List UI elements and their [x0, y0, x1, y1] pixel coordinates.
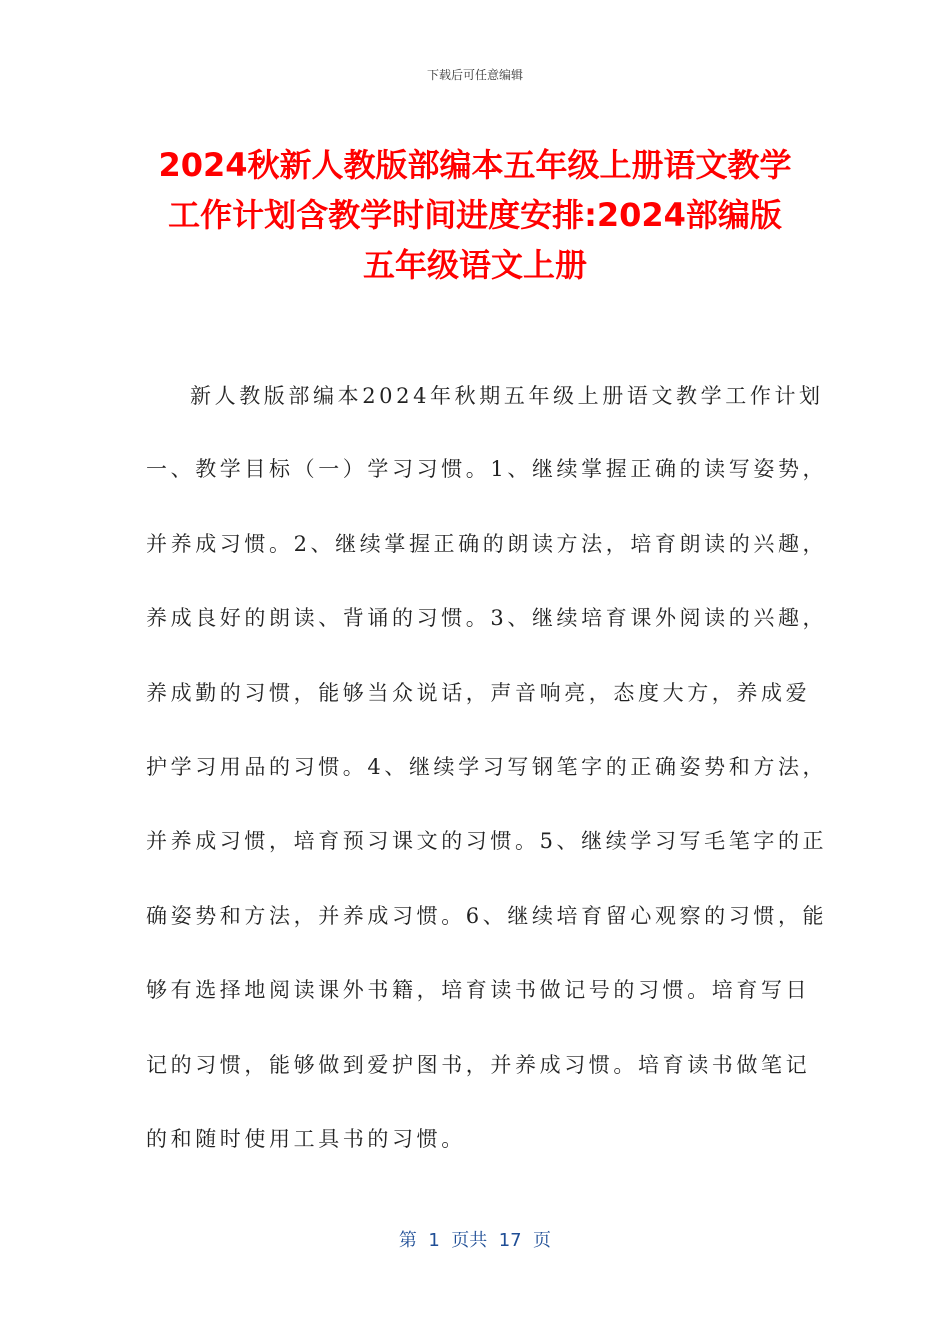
body-line: 记的习惯，能够做到爱护图书，并养成习惯。培育读书做笔记 [146, 1053, 811, 1077]
title-line: 工作计划含教学时间进度安排:2024部编版 [168, 196, 782, 234]
body-line: 新人教版部编本2024年秋期五年级上册语文教学工作计划 [190, 384, 824, 408]
document-title [130, 140, 820, 290]
body-line: 够有选择地阅读课外书籍，培育读书做记号的习惯。培育写日 [146, 978, 811, 1002]
page-number: 第 1 页共 17 页 [398, 1230, 552, 1251]
title-line: 2024秋新人教版部编本五年级上册语文教学 [158, 146, 792, 184]
header-note: 下载后可任意编辑 [426, 68, 523, 82]
body-line: 一、教学目标（一）学习习惯。1、继续掌握正确的读写姿势， [146, 457, 828, 481]
body-line: 确姿势和方法，并养成习惯。6、继续培育留心观察的习惯，能 [146, 904, 828, 928]
title-line: 五年级语文上册 [362, 246, 587, 284]
body-line: 护学习用品的习惯。4、继续学习写钢笔字的正确姿势和方法， [146, 755, 828, 779]
body-line: 养成良好的朗读、背诵的习惯。3、继续培育课外阅读的兴趣， [146, 606, 828, 630]
body-line: 并养成习惯，培育预习课文的习惯。5、继续学习写毛笔字的正 [146, 829, 828, 853]
body-line: 的和随时使用工具书的习惯。 [146, 1127, 466, 1151]
body-line: 养成勤的习惯，能够当众说话，声音响亮，态度大方，养成爱 [146, 681, 811, 705]
body-line: 并养成习惯。2、继续掌握正确的朗读方法，培育朗读的兴趣， [146, 532, 828, 556]
